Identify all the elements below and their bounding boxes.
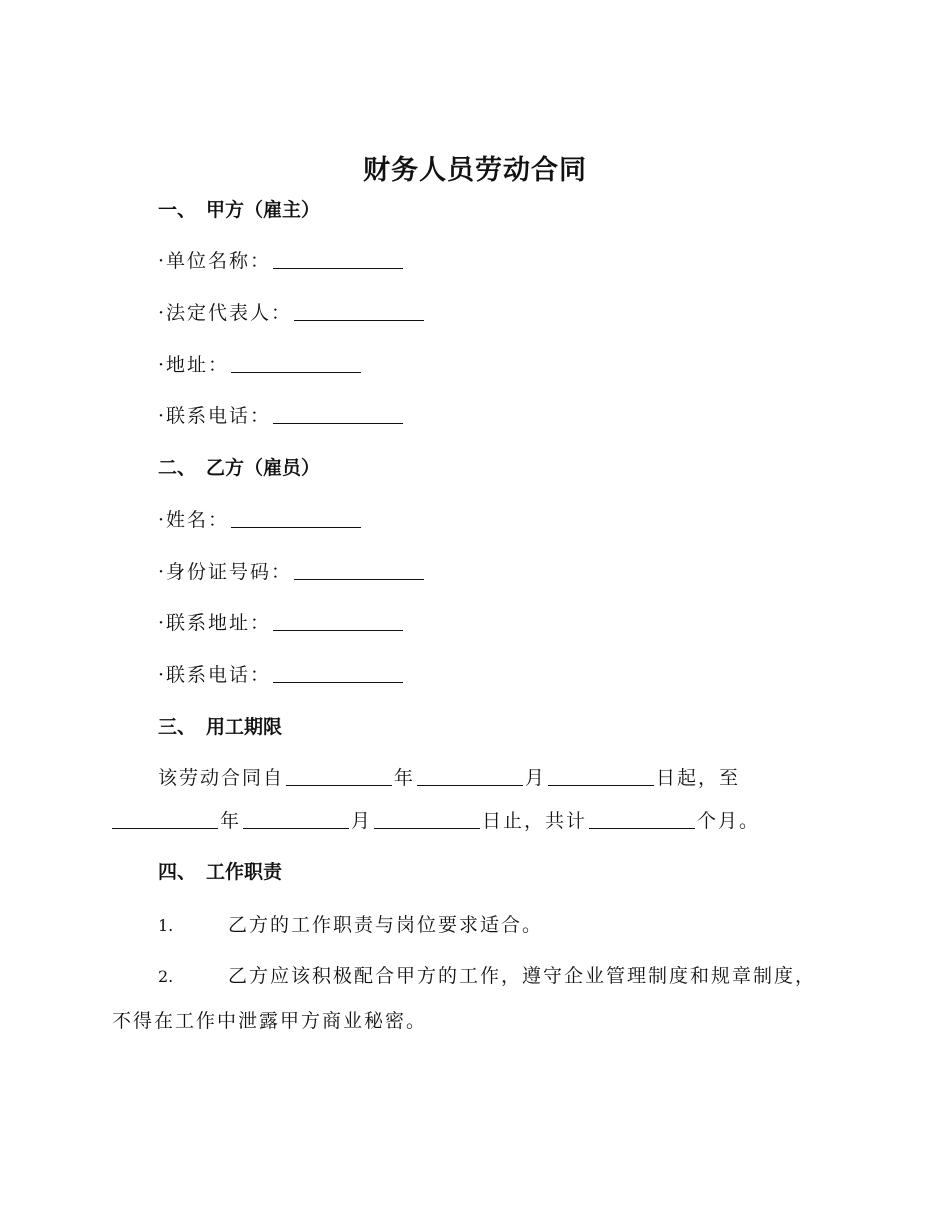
section-number: 二、	[158, 457, 197, 479]
section-heading-employer	[158, 195, 320, 222]
blank-line	[294, 578, 424, 580]
field-id-number	[158, 557, 424, 584]
field-label: ·姓名：	[158, 509, 230, 531]
section-title: 甲方（雇主）	[206, 199, 321, 221]
field-company-name	[158, 246, 403, 273]
field-name	[158, 505, 361, 532]
document-title: 财务人员劳动合同	[363, 155, 587, 186]
section-heading-duties	[158, 857, 282, 884]
duty-item-2	[158, 961, 816, 988]
section-title: 工作职责	[206, 861, 283, 883]
field-legal-rep	[158, 298, 424, 325]
blank-line	[589, 827, 695, 829]
term-text: 日起，至	[656, 767, 741, 789]
blank-line	[231, 371, 361, 373]
term-text: 该劳动合同自	[158, 767, 285, 789]
blank-line	[374, 827, 480, 829]
term-text: 日止，共计	[482, 810, 588, 832]
section-number: 四、	[158, 861, 197, 883]
field-label: ·单位名称：	[158, 250, 272, 272]
blank-line	[243, 827, 349, 829]
field-label: ·法定代表人：	[158, 302, 293, 324]
blank-line	[548, 784, 654, 786]
blank-line	[231, 526, 361, 528]
term-text: 月	[351, 810, 373, 832]
blank-line	[273, 681, 403, 683]
term-text: 年	[220, 810, 242, 832]
field-address	[158, 350, 361, 377]
item-text: 不得在工作中泄露甲方商业秘密。	[112, 1010, 428, 1032]
section-heading-employee	[158, 453, 320, 480]
field-contact-address	[158, 608, 403, 635]
item-text: 乙方的工作职责与岗位要求适合。	[228, 914, 544, 936]
duty-item-2-continued	[112, 1006, 427, 1033]
term-text: 年	[394, 767, 416, 789]
section-number: 一、	[158, 199, 197, 221]
blank-line	[417, 784, 523, 786]
blank-line	[273, 629, 403, 631]
section-number: 三、	[158, 716, 197, 738]
duty-item-1	[158, 910, 543, 937]
item-text: 乙方应该积极配合甲方的工作，遵守企业管理制度和规章制度，	[228, 965, 817, 987]
term-paragraph-line1	[158, 763, 740, 790]
blank-line	[286, 784, 392, 786]
field-label: ·身份证号码：	[158, 561, 293, 583]
blank-line	[112, 827, 218, 829]
blank-line	[273, 422, 403, 424]
item-number: 1.	[158, 916, 174, 935]
section-heading-term	[158, 712, 282, 739]
field-phone	[158, 401, 403, 428]
term-text: 个月。	[697, 810, 761, 832]
blank-line	[273, 267, 403, 269]
field-label: ·地址：	[158, 354, 230, 376]
blank-line	[294, 319, 424, 321]
section-title: 乙方（雇员）	[206, 457, 321, 479]
field-label: ·联系电话：	[158, 405, 272, 427]
term-paragraph-line2	[112, 806, 760, 833]
term-text: 月	[525, 767, 547, 789]
field-label: ·联系地址：	[158, 612, 272, 634]
field-contact-phone	[158, 660, 403, 687]
item-number: 2.	[158, 967, 174, 986]
section-title: 用工期限	[206, 716, 283, 738]
field-label: ·联系电话：	[158, 664, 272, 686]
